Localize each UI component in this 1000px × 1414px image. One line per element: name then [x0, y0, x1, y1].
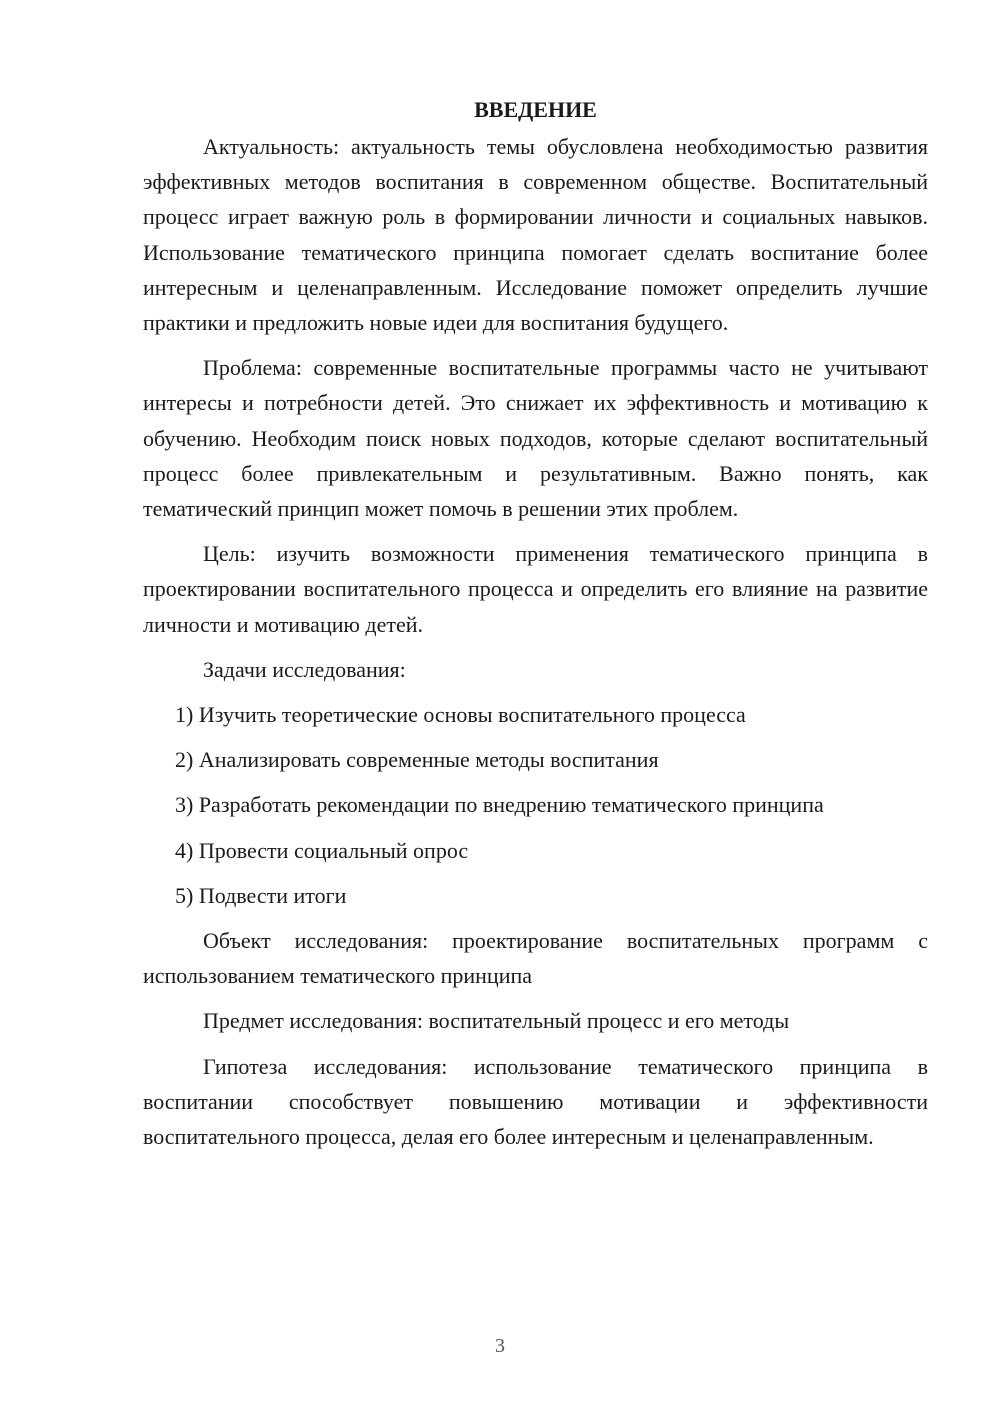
section-heading: ВВЕДЕНИЕ — [474, 97, 597, 122]
page-number: 3 — [495, 1335, 505, 1357]
task-item: 5) Подвести итоги — [175, 882, 347, 908]
document-page — [143, 92, 928, 1154]
tasks-list — [143, 697, 928, 913]
task-item: 2) Анализировать современные методы воспитания — [175, 747, 659, 773]
task-item: 3) Разработать рекомендации по внедрению тематического принципа — [175, 792, 824, 818]
task-item: 1) Изучить теоретические основы воспитательного процесса — [175, 702, 746, 728]
hypothesis-paragraph: Гипотеза исследования: использование тематического принципа в воспитании способствует повышению мотивации и эффективности воспитательного процесса, делая его более интересным и целенаправленным. — [143, 1053, 928, 1150]
problem-paragraph: Проблема: современные воспитательные программы часто не учитывают интересы и потребности детей. Это снижает их эффективность и мотивацию к обучению. Необходим поиск новых подходов, которые сделают воспитательный процесс более привлекательным и результативным. Важно понять, как тематический принцип может помочь в решении этих проблем. — [143, 355, 928, 522]
subject-paragraph: Предмет исследования: воспитательный процесс и его методы — [203, 1008, 790, 1034]
task-item: 4) Провести социальный опрос — [175, 837, 469, 863]
relevance-paragraph: Актуальность: актуальность темы обусловлена необходимостью развития эффективных методов воспитания в современном обществе. Воспитательный процесс играет важную роль в формировании личности и социальных навыков. Использование тематического принципа помогает сделать воспитание более интересным и целенаправленным. Исследование поможет определить лучшие практики и предложить новые идеи для воспитания будущего. — [143, 134, 928, 336]
object-paragraph: Объект исследования: проектирование воспитательных программ с использованием тематического принципа — [143, 928, 928, 989]
goal-paragraph: Цель: изучить возможности применения тематического принципа в проектировании воспитательного процесса и определить его влияние на развитие личности и мотивацию детей. — [143, 541, 928, 637]
tasks-label: Задачи исследования: — [203, 656, 406, 682]
